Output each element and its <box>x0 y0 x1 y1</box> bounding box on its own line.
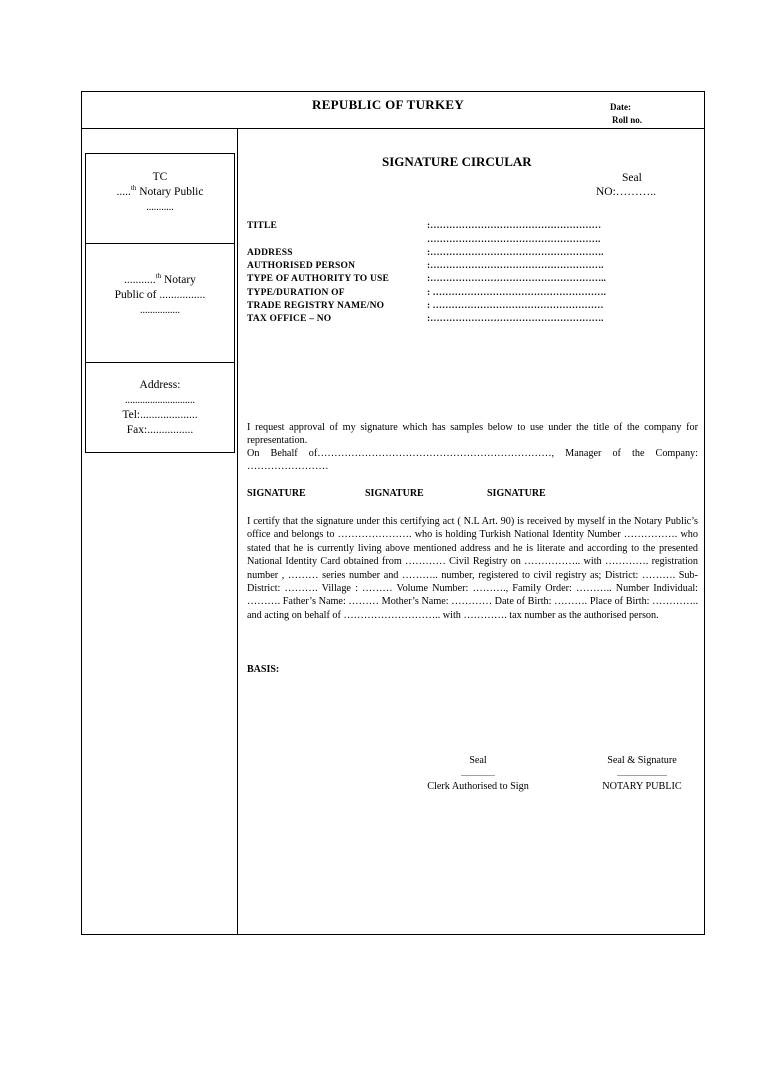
notary-public-of-box <box>85 243 235 362</box>
field-duration-dots: : ………………………………………………. <box>427 288 606 298</box>
field-authorised-person-dots: :………………………………………………. <box>427 261 604 271</box>
on-behalf-paragraph: On Behalf of……………………………………………………………, Manager of the Company: …………………… <box>247 448 698 473</box>
date-label: Date: <box>610 102 631 112</box>
notary-dots: ........... <box>146 202 174 213</box>
field-authority-type-label: TYPE OF AUTHORITY TO USE <box>247 274 390 284</box>
field-authorised-person-label: AUTHORISED PERSON <box>247 261 356 271</box>
country-title: REPUBLIC OF TURKEY <box>312 97 465 112</box>
field-authority-type-dots: :……………………………………………….. <box>427 274 606 284</box>
notary-public-line: .....$^{th}$ Notary Public <box>116 184 204 198</box>
field-tax-office-dots: :………………………………………………. <box>427 314 604 324</box>
roll-number-label: Roll no. <box>612 115 643 125</box>
signature-label-2: SIGNATURE <box>365 488 424 499</box>
field-title-dots: :……………………………………………… <box>427 221 602 231</box>
tel-line: Tel:.................... <box>122 409 198 421</box>
field-trade-registry-label: TRADE REGISTRY NAME/NO <box>247 301 385 311</box>
certification-paragraph: I certify that the signature under this certifying act ( N.L Art. 90) is received by myself in the Notary Public’s office and belongs to …………………. who is holding Turkish National Identity Number ……………. who stated that he is currently living above mentioned address and he is literate and according to the presented National Identity Card obtained from ………… Civil Registry on …………….. with …………. registration number , ……… series number and ……….. number, registered to civil registry as; District: ………. Sub-District: ………. Village : ……… Volume Number: ………., Family Order: ……….. Number Individual: ………. Father’s Name: ……… Mother’s Name: ………… Date of Birth: ………. Place of Birth: ………….. and acting on behalf of ……………………….. with …………. tax number as the authorised person. <box>247 516 698 621</box>
field-title-dots-2: ………………………………………………. <box>427 235 601 245</box>
tc-label: TC <box>152 171 168 183</box>
fax-line: Fax:................ <box>126 424 194 436</box>
form-title: SIGNATURE CIRCULAR <box>382 154 532 169</box>
public-of-line: Public of ................ <box>114 289 206 301</box>
field-duration-label: TYPE/DURATION OF <box>247 288 345 298</box>
number-label: NO:……….. <box>596 186 657 198</box>
field-address-dots: :………………………………………………. <box>427 248 604 258</box>
header-row <box>82 92 704 129</box>
address-box <box>85 362 235 453</box>
seal-label: Seal <box>622 172 642 184</box>
column-divider <box>237 129 238 935</box>
notary-public-caption: NOTARY PUBLIC <box>602 781 682 792</box>
document-frame <box>81 91 705 935</box>
notary-signature-line: ......................... <box>617 769 667 778</box>
public-of-dots: ................ <box>140 305 180 316</box>
notary-line: ...........$^{th}$ Notary <box>124 272 196 286</box>
field-title-label: TITLE <box>247 221 278 231</box>
clerk-seal-label: Seal <box>469 755 487 766</box>
address-label: Address: <box>139 379 181 391</box>
clerk-signature-line: ................. <box>461 769 495 778</box>
signature-label-1: SIGNATURE <box>247 488 306 499</box>
field-tax-office-label: TAX OFFICE – NO <box>247 314 332 324</box>
clerk-caption: Clerk Authorised to Sign <box>427 781 529 792</box>
notary-tc-box <box>85 153 235 244</box>
field-trade-registry-dots: : ……………………………………………… <box>427 301 604 311</box>
field-address-label: ADDRESS <box>247 248 293 258</box>
notary-seal-signature-label: Seal & Signature <box>607 755 677 766</box>
request-paragraph: I request approval of my signature which has samples below to use under the title of the company for representation. <box>247 422 698 447</box>
signature-label-3: SIGNATURE <box>487 488 546 499</box>
address-dots: ............................ <box>125 395 195 406</box>
basis-label: BASIS: <box>247 664 280 675</box>
